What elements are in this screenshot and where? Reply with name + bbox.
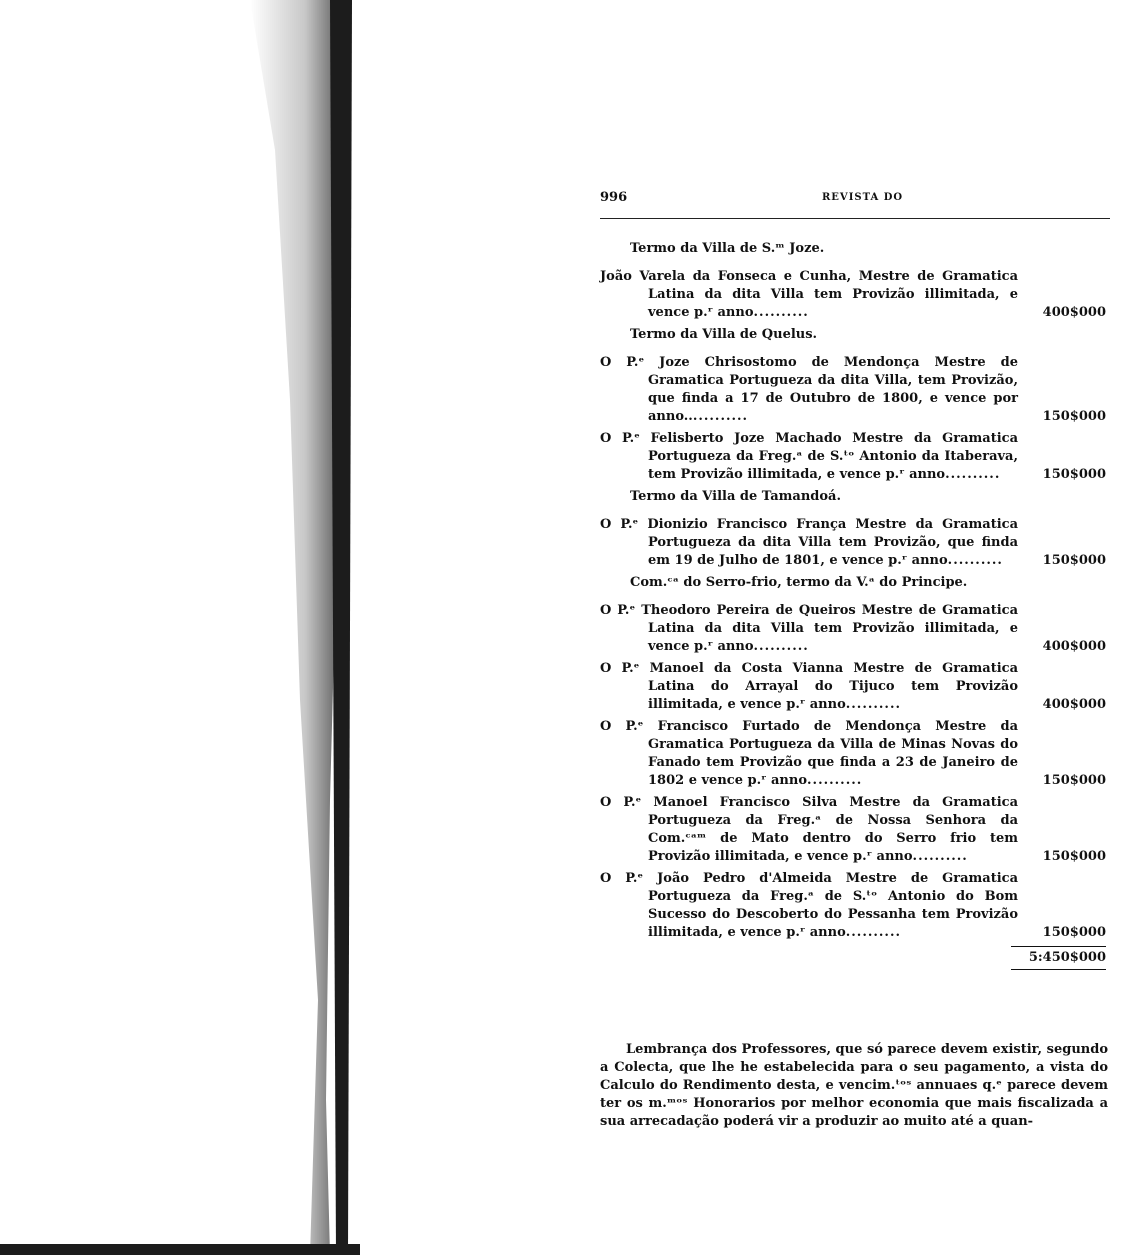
leader-dots: .......... [807, 773, 863, 788]
leader-dots: .......... [945, 467, 1001, 482]
section-heading: Termo da Villa de S.ᵐ Joze. [630, 241, 825, 256]
entry-text [600, 602, 1018, 656]
entry-amount: 400$000 [1042, 305, 1106, 320]
entry-text [600, 718, 1018, 790]
entry-description: O P.ᵉ Manoel Francisco Silva Mestre da Gramatica Portugueza da Freg.ᵃ de Nossa Senhora da Com.ᶜᵃᵐ de Mato dentro do Serro frio tem Provizão illimitada, e vence p.ʳ anno [600, 795, 1018, 864]
page-header [600, 188, 1110, 219]
entry-amount: 150$000 [1042, 553, 1106, 568]
teacher-ledger [600, 240, 1110, 976]
entry-amount: 150$000 [1042, 409, 1106, 424]
section-heading: Termo da Villa de Tamandoá. [630, 489, 841, 504]
entry-text [600, 354, 1018, 426]
ledger-entry [600, 794, 1110, 866]
leader-dots: .......... [912, 849, 968, 864]
entry-description: O P.ᵉ João Pedro d'Almeida Mestre de Gramatica Portugueza da Freg.ᵃ de S.ᵗᵒ Antonio do Bom Sucesso do Descoberto do Pessanha tem Provizão illimitada, e vence p.ʳ anno [600, 871, 1018, 940]
entry-description: O P.ᵉ Joze Chrisostomo de Mendonça Mestre de Gramatica Portugueza da dita Villa, tem Provizão, que finda a 17 de Outubro de 1800, e vence por anno.. [600, 355, 1018, 424]
ledger-entry [600, 660, 1110, 714]
entry-description: O P.ᵉ Francisco Furtado de Mendonça Mestre da Gramatica Portugueza da Villa de Minas Novas do Fanado tem Provizão que finda a 23 de Janeiro de 1802 e vence p.ʳ anno [600, 719, 1018, 788]
ledger-entry [600, 354, 1110, 426]
leader-dots: .......... [947, 553, 1003, 568]
page-number: 996 [600, 190, 628, 205]
entry-description: O P.ᵉ Theodoro Pereira de Queiros Mestre de Gramatica Latina da dita Villa tem Provizão illimitada, e vence p.ʳ anno [600, 603, 1018, 654]
memo-paragraph: Lembrança dos Professores, que só parece devem existir, segundo a Colecta, que lhe he estabelecida para o seu pagamento, a vista do Calculo do Rendimento desta, e vencim.ᵗᵒˢ annuaes q.ᵉ parece devem ter os m.ᵐᵒˢ Honorarios por melhor economia que mais fiscalizada a sua arrecadação poderá vir a produzir ao muito até a quan- [600, 1042, 1108, 1129]
book-page [600, 0, 1110, 1255]
entry-text [600, 430, 1018, 484]
entry-description: O P.ᵉ Manoel da Costa Vianna Mestre de Gramatica Latina do Arrayal do Tijuco tem Provizão illimitada, e vence p.ʳ anno [600, 661, 1018, 712]
leader-dots: .......... [845, 697, 902, 712]
ledger-entry [600, 516, 1110, 570]
running-title: REVISTA DO [822, 192, 904, 203]
total-row [600, 946, 1110, 976]
entry-amount: 150$000 [1042, 925, 1106, 940]
entry-text [600, 268, 1018, 322]
entry-amount: 150$000 [1042, 773, 1106, 788]
entry-text [600, 516, 1018, 570]
section-heading: Termo da Villa de Quelus. [630, 327, 818, 342]
entry-text [600, 870, 1018, 942]
entry-description: João Varela da Fonseca e Cunha, Mestre de Gramatica Latina da dita Villa tem Provizão illimitada, e vence p.ʳ anno [600, 269, 1018, 320]
entry-text [600, 660, 1018, 714]
book-spine-shadow [0, 0, 360, 1255]
leader-dots: .......... [692, 409, 749, 424]
entry-text [600, 794, 1018, 866]
leader-dots: .......... [753, 305, 809, 320]
leader-dots: .......... [753, 639, 809, 654]
ledger-entry [600, 718, 1110, 790]
ledger-entry [600, 430, 1110, 484]
ledger-entry [600, 268, 1110, 322]
total-amount: 5:450$000 [1011, 946, 1106, 970]
ledger-entry [600, 602, 1110, 656]
entry-amount: 150$000 [1042, 467, 1106, 482]
leader-dots: .......... [845, 925, 902, 940]
entry-amount: 400$000 [1042, 697, 1106, 712]
entry-amount: 150$000 [1042, 849, 1106, 864]
ledger-entry [600, 870, 1110, 942]
entry-description: O P.ᵉ Felisberto Joze Machado Mestre da Gramatica Portugueza da Freg.ᵃ de S.ᵗᵒ Antonio da Itaberava, tem Provizão illimitada, e vence p.ʳ anno [600, 431, 1018, 482]
section-heading: Com.ᶜᵃ do Serro-frio, termo da V.ᵃ do Principe. [630, 575, 968, 590]
entry-amount: 400$000 [1042, 639, 1106, 654]
entry-description: O P.ᵉ Dionizio Francisco França Mestre da Gramatica Portugueza da dita Villa tem Provizão, que finda em 19 de Julho de 1801, e vence p.ʳ anno [600, 517, 1018, 568]
